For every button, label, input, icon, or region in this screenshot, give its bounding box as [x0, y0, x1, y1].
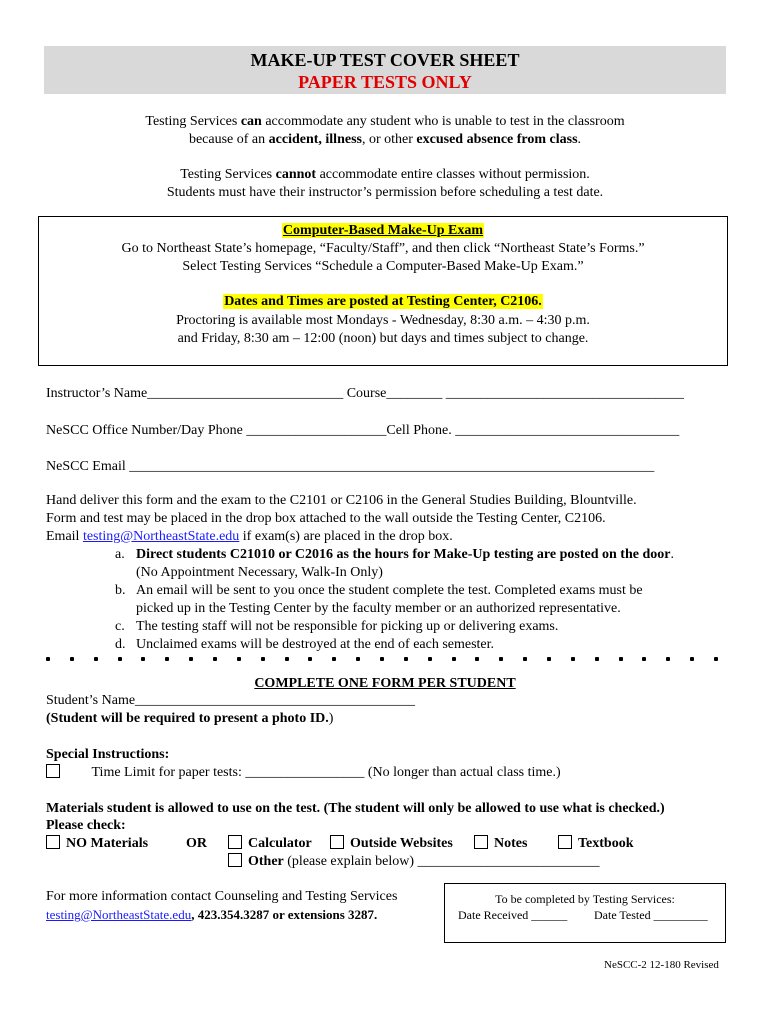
- cut-line-dot: [499, 657, 503, 661]
- page-title: MAKE-UP TEST COVER SHEET: [250, 50, 520, 70]
- cut-line-dot: [595, 657, 599, 661]
- cut-line-dot: [571, 657, 575, 661]
- computer-exam-line-1: Go to Northeast State’s homepage, “Faculty/Staff”, and then click “Northeast State’s Forms.”: [121, 241, 645, 256]
- office-use-title: To be completed by Testing Services:: [495, 892, 675, 906]
- textbook-checkbox[interactable]: [558, 835, 572, 849]
- cut-line-dot: [261, 657, 265, 661]
- cut-line-dot: [619, 657, 623, 661]
- list-item-b-marker: b.: [115, 583, 126, 598]
- page-subtitle: PAPER TESTS ONLY: [298, 72, 472, 92]
- time-limit-checkbox[interactable]: [46, 764, 60, 778]
- intro-line-2: because of an accident, illness, or other excused absence from class.: [188, 132, 582, 147]
- dates-heading: Dates and Times are posted at Testing Center, C2106.: [224, 294, 542, 309]
- special-instructions-heading: Special Instructions:: [46, 747, 170, 762]
- cut-line-dot: [714, 657, 718, 661]
- date-tested-field[interactable]: Date Tested _________: [594, 908, 708, 922]
- cut-line-dot: [666, 657, 670, 661]
- cut-line-dot: [547, 657, 551, 661]
- list-item-c-marker: c.: [115, 619, 125, 634]
- email-field[interactable]: NeSCC Email ___________________________________________________________________________: [46, 459, 655, 474]
- cut-line-dot: [404, 657, 408, 661]
- student-name-field[interactable]: Student’s Name________________________________________: [46, 693, 416, 708]
- list-item-a: Direct students C21010 or C2016 as the hours for Make-Up testing are posted on the door.: [136, 547, 674, 562]
- or-label: OR: [186, 836, 207, 851]
- cut-line-dot: [690, 657, 694, 661]
- intro-line-1: Testing Services can accommodate any student who is unable to test in the classroom: [145, 114, 625, 129]
- intro-line-4: Students must have their instructor’s permission before scheduling a test date.: [166, 185, 604, 200]
- proctoring-line-1: Proctoring is available most Mondays - Wednesday, 8:30 a.m. – 4:30 p.m.: [176, 313, 590, 328]
- cut-line-dot: [475, 657, 479, 661]
- testing-email-link[interactable]: testing@NortheastState.edu: [82, 529, 240, 544]
- list-item-b: An email will be sent to you once the student complete the test. Completed exams must be: [136, 583, 643, 598]
- cut-line-divider: [46, 657, 726, 665]
- delivery-line-1: Hand deliver this form and the exam to the C2101 or C2106 in the General Studies Building, Blountville.: [46, 493, 637, 508]
- calculator-option: Calculator: [228, 835, 312, 853]
- time-limit-label: Time Limit for paper tests: _________________ (No longer than actual class time.): [91, 765, 561, 780]
- outside-websites-checkbox[interactable]: [330, 835, 344, 849]
- delivery-line-2: Form and test may be placed in the drop box attached to the wall outside the Testing Center, C2106.: [46, 511, 606, 526]
- proctoring-line-2: and Friday, 8:30 am – 12:00 (noon) but days and times subject to change.: [177, 331, 589, 346]
- list-item-d-marker: d.: [115, 637, 126, 652]
- cut-line-dot: [356, 657, 360, 661]
- list-item-d: Unclaimed exams will be destroyed at the end of each semester.: [136, 637, 495, 652]
- notes-checkbox[interactable]: [474, 835, 488, 849]
- office-use-box: [444, 883, 726, 943]
- office-phone-field[interactable]: NeSCC Office Number/Day Phone ____________________Cell Phone. ________________________________: [46, 423, 680, 438]
- other-option: Other (please explain below) __________________________: [228, 853, 600, 871]
- list-item-a-sub: (No Appointment Necessary, Walk-In Only): [136, 565, 383, 580]
- student-section-heading: COMPLETE ONE FORM PER STUDENT: [254, 676, 516, 691]
- cut-line-dot: [141, 657, 145, 661]
- cut-line-dot: [332, 657, 336, 661]
- no-materials-checkbox[interactable]: [46, 835, 60, 849]
- cut-line-dot: [70, 657, 74, 661]
- cut-line-dot: [165, 657, 169, 661]
- computer-exam-heading: Computer-Based Make-Up Exam: [282, 223, 484, 238]
- instructor-course-field[interactable]: Instructor’s Name____________________________ Course________ __________________________________: [46, 386, 684, 401]
- list-item-b-sub: picked up in the Testing Center by the faculty member or an authorized representative.: [136, 601, 621, 616]
- no-materials-option: NO Materials: [46, 835, 148, 853]
- cut-line-dot: [213, 657, 217, 661]
- cut-line-dot: [642, 657, 646, 661]
- textbook-option: Textbook: [558, 835, 634, 853]
- intro-line-3: Testing Services cannot accommodate entire classes without permission.: [180, 167, 590, 182]
- cut-line-dot: [523, 657, 527, 661]
- cut-line-dot: [285, 657, 289, 661]
- cut-line-dot: [118, 657, 122, 661]
- cut-line-dot: [308, 657, 312, 661]
- date-received-field[interactable]: Date Received ______: [458, 908, 568, 922]
- cut-line-dot: [452, 657, 456, 661]
- list-item-a-marker: a.: [115, 547, 125, 562]
- contact-line-1: For more information contact Counseling and Testing Services: [46, 889, 398, 904]
- outside-websites-option: Outside Websites: [330, 835, 453, 853]
- cut-line-dot: [380, 657, 384, 661]
- please-check-label: Please check:: [46, 818, 126, 833]
- delivery-line-3: Email testing@NortheastState.edu if exam(s) are placed in the drop box.: [46, 529, 453, 544]
- time-limit-row: [46, 764, 561, 782]
- photo-id-note: (Student will be required to present a photo ID.): [46, 711, 334, 726]
- materials-heading: Materials student is allowed to use on the test. (The student will only be allowed to use what is checked.): [46, 801, 665, 816]
- cut-line-dot: [94, 657, 98, 661]
- calculator-checkbox[interactable]: [228, 835, 242, 849]
- other-checkbox[interactable]: [228, 853, 242, 867]
- title-banner: [44, 46, 726, 94]
- list-item-c: The testing staff will not be responsible for picking up or delivering exams.: [136, 619, 559, 634]
- contact-line-2: testing@NortheastState.edu, 423.354.3287 or extensions 3287.: [46, 907, 378, 922]
- form-id: NeSCC-2 12-180 Revised: [604, 959, 719, 971]
- cut-line-dot: [46, 657, 50, 661]
- cut-line-dot: [237, 657, 241, 661]
- computer-exam-line-2: Select Testing Services “Schedule a Computer-Based Make-Up Exam.”: [182, 259, 584, 274]
- cut-line-dot: [428, 657, 432, 661]
- contact-email-link[interactable]: testing@NortheastState.edu: [46, 907, 192, 922]
- cut-line-dot: [189, 657, 193, 661]
- notes-option: Notes: [474, 835, 527, 853]
